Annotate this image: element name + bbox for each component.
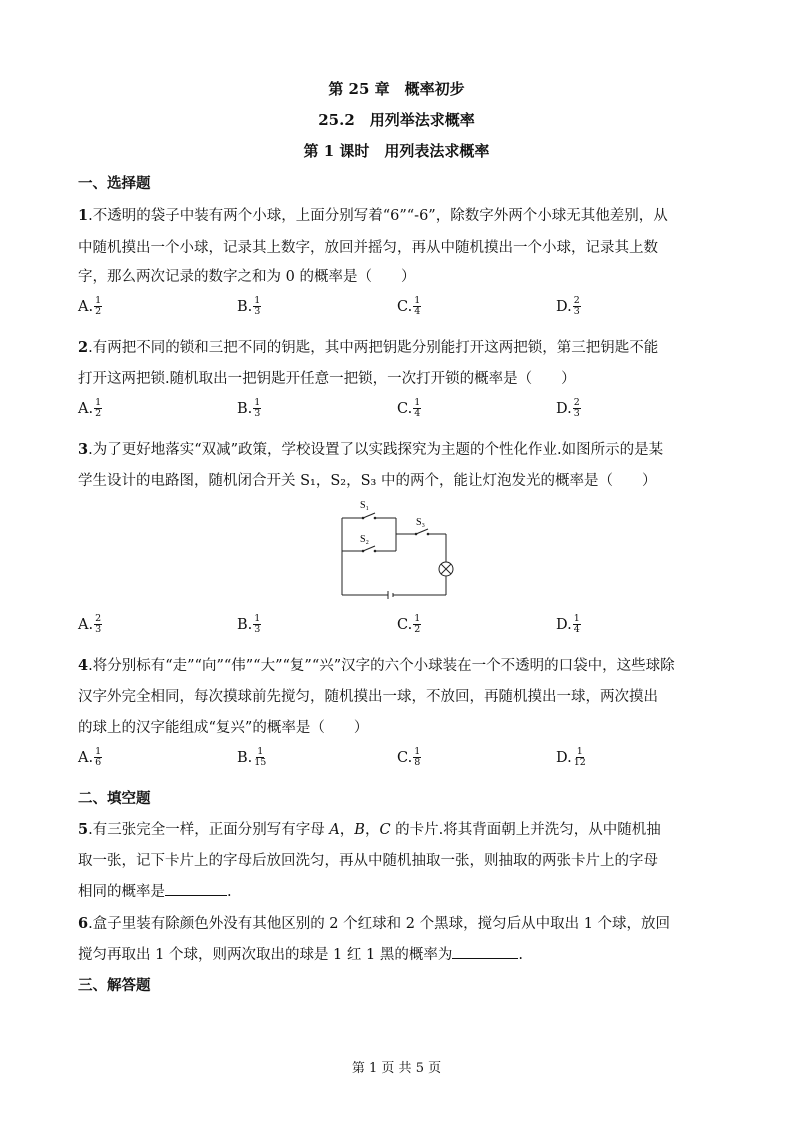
q4-option-d: D. $\frac{1}{12}$ [556,746,586,768]
question-2-line-2: 打开这两把锁.随机取出一把钥匙开任意一把锁，一次打开锁的概率是（ ） [78,371,576,387]
switch-s2-label: S₂ [360,534,370,545]
switch-contact [362,517,365,520]
answer-blank[interactable] [165,881,227,896]
switch-s3-label: S₃ [416,517,426,528]
q2-option-c: C. $\frac{1}{4}$ [397,397,421,419]
q3-option-c: C. $\frac{1}{2}$ [397,613,421,635]
fraction: $\frac{2}{3}$ [573,397,580,419]
q1-option-d: D. $\frac{2}{3}$ [556,295,580,317]
question-3-line-2: 学生设计的电路图，随机闭合开关 S₁，S₂，S₃ 中的两个，能让灯泡发光的概率是（ ） [78,473,657,489]
q3-option-d: D. $\frac{1}{4}$ [556,613,580,635]
fraction: $\frac{2}{3}$ [573,295,580,317]
question-4-line-3: 的球上的汉字能组成“复兴”的概率是（ ） [78,720,369,736]
q4-option-b: B. $\frac{1}{15}$ [237,746,267,768]
question-4-line-1: 4.将分别标有“走”“向”“伟”“大”“复”“兴”汉字的六个小球装在一个不透明的口袋中，这些球除 [78,657,675,674]
fraction: $\frac{1}{3}$ [254,613,261,635]
q1-option-b: B. $\frac{1}{3}$ [237,295,261,317]
section-heading-fill: 二、填空题 [78,790,151,807]
switch-contact [362,550,365,553]
section-title: 25.2 用列举法求概率 [318,111,475,129]
q1-option-c: C. $\frac{1}{4}$ [397,295,421,317]
question-6-line-1: 6.盒子里装有除颜色外没有其他区别的 2 个红球和 2 个黑球，搅匀后从中取出 1 个球，放回 [78,915,671,932]
fraction: $\frac{1}{4}$ [573,613,580,635]
question-number: 4 [78,657,89,674]
section-heading-choice: 一、选择题 [78,175,151,192]
question-5-line-3: 相同的概率是 . [78,880,232,901]
section-heading-answer: 三、解答题 [78,977,151,994]
question-5-line-2: 取一张，记下卡片上的字母后放回洗匀，再从中随机抽取一张，则抽取的两张卡片上的字母 [78,853,658,869]
question-number: 1 [78,207,89,224]
fraction: $\frac{1}{15}$ [254,746,267,768]
question-number: 3 [78,441,89,458]
question-1-line-1: 1.不透明的袋子中装有两个小球，上面分别写着“6”“-6”，除数字外两个小球无其他差别，从 [78,207,668,224]
page-footer: 第 1 页 共 5 页 [351,1061,442,1076]
question-number: 2 [78,339,89,356]
question-number: 6 [78,915,89,932]
chapter-title: 第 25 章 概率初步 [328,80,465,98]
question-4-line-2: 汉字外完全相同，每次摸球前先搅匀，随机摸出一球，不放回，再随机摸出一球，两次摸出 [78,689,658,705]
fraction: $\frac{1}{2}$ [414,613,421,635]
switch-contact [427,533,430,536]
switch-contact [374,550,377,553]
fraction: $\frac{1}{8}$ [414,746,421,768]
q2-option-b: B. $\frac{1}{3}$ [237,397,261,419]
q2-option-a: A. $\frac{1}{2}$ [78,397,102,419]
fraction: $\frac{1}{2}$ [95,397,102,419]
q3-option-a: A. $\frac{2}{3}$ [78,613,102,635]
question-number: 5 [78,821,89,838]
answer-blank[interactable] [452,944,518,959]
q3-option-b: B. $\frac{1}{3}$ [237,613,261,635]
fraction: $\frac{1}{6}$ [95,746,102,768]
fraction: $\frac{1}{2}$ [95,295,102,317]
switch-contact [415,533,418,536]
question-5-line-1: 5.有三张完全一样，正面分别写有字母 A，B，C 的卡片.将其背面朝上并洗匀，从中随机抽 [78,821,661,838]
fraction: $\frac{1}{4}$ [414,397,421,419]
question-6-line-2: 搅匀再取出 1 个球，则两次取出的球是 1 红 1 黑的概率为 . [78,943,523,964]
switch-s1-label: S₁ [360,500,370,511]
question-3-line-1: 3.为了更好地落实“双减”政策，学校设置了以实践探究为主题的个性化作业.如图所示的是某 [78,441,664,458]
circuit-diagram [330,494,460,600]
q1-option-a: A. $\frac{1}{2}$ [78,295,102,317]
switch-s2-blade [363,546,375,551]
switch-contact [374,517,377,520]
fraction: $\frac{1}{12}$ [573,746,586,768]
q4-option-a: A. $\frac{1}{6}$ [78,746,102,768]
fraction: $\frac{1}{3}$ [254,397,261,419]
q4-option-c: C. $\frac{1}{8}$ [397,746,421,768]
fraction: $\frac{1}{3}$ [254,295,261,317]
question-2-line-1: 2.有两把不同的锁和三把不同的钥匙，其中两把钥匙分别能打开这两把锁，第三把钥匙不能 [78,339,659,356]
switch-s3-blade [416,529,428,534]
q2-option-d: D. $\frac{2}{3}$ [556,397,580,419]
lesson-title: 第 1 课时 用列表法求概率 [303,142,490,160]
question-1-line-3: 字，那么两次记录的数字之和为 0 的概率是（ ） [78,269,416,285]
question-1-line-2: 中随机摸出一个小球，记录其上数字，放回并摇匀，再从中随机摸出一个小球，记录其上数 [78,240,658,256]
switch-s1-blade [363,513,375,518]
fraction: $\frac{1}{4}$ [414,295,421,317]
fraction: $\frac{2}{3}$ [95,613,102,635]
